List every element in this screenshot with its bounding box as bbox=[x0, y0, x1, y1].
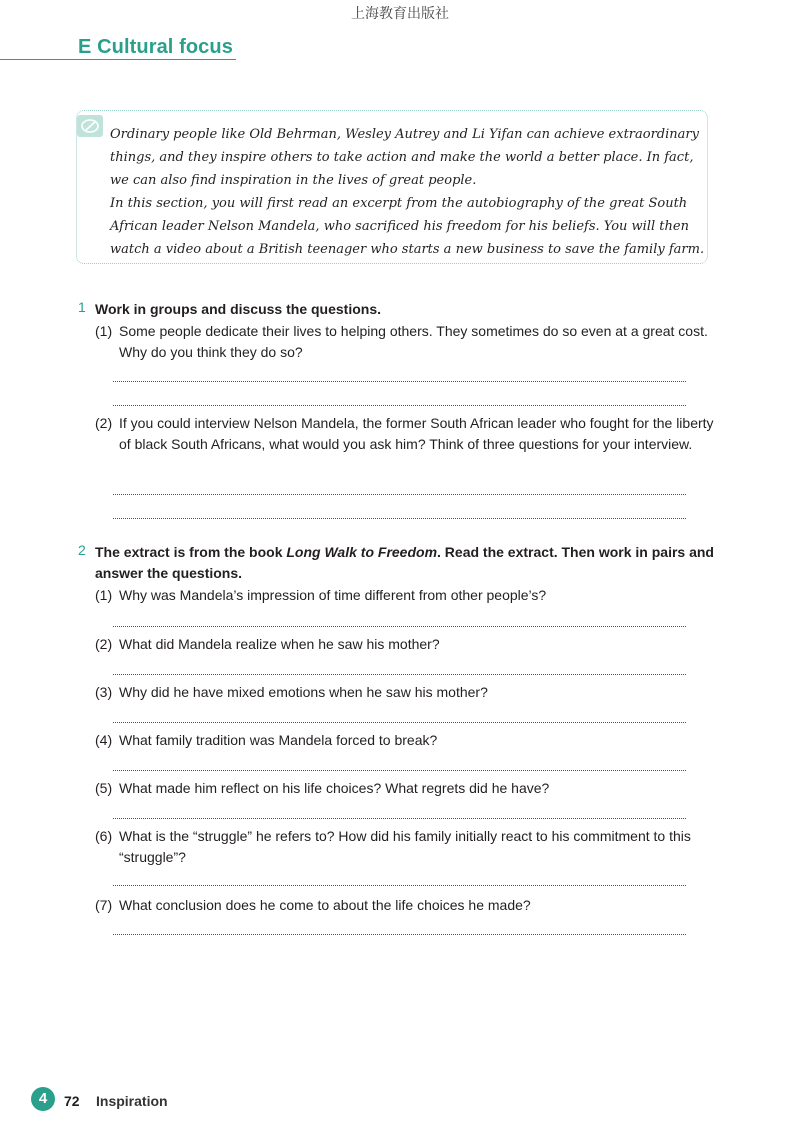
sub-question-number: (7) bbox=[95, 897, 113, 913]
sub-question-number: (2) bbox=[95, 636, 113, 652]
page-number: 72 bbox=[64, 1093, 80, 1109]
pencil-note-icon bbox=[77, 115, 103, 137]
title-underline bbox=[0, 59, 236, 60]
heading-text: . Read the extract. Then work in pairs and answer the questions. bbox=[95, 544, 714, 581]
sub-question-number: (5) bbox=[95, 780, 113, 796]
book-title: Long Walk to Freedom bbox=[286, 544, 438, 560]
publisher-header: 上海教育出版社 bbox=[351, 6, 449, 22]
answer-line[interactable] bbox=[113, 770, 686, 771]
sub-question-text: Why did he have mixed emotions when he saw his mother? bbox=[119, 684, 488, 700]
heading-text: The extract is from the book bbox=[95, 544, 287, 560]
sub-question-text: What made him reflect on his life choices? What regrets did he have? bbox=[119, 780, 550, 796]
answer-line[interactable] bbox=[113, 722, 686, 723]
question-heading: Work in groups and discuss the questions. bbox=[95, 301, 382, 317]
sub-question bbox=[95, 413, 715, 455]
sub-question-text: Why was Mandela’s impression of time different from other people’s? bbox=[119, 587, 547, 603]
sub-question bbox=[95, 634, 715, 655]
answer-line[interactable] bbox=[113, 674, 686, 675]
sub-question-number: (1) bbox=[95, 587, 113, 603]
answer-line[interactable] bbox=[113, 626, 686, 627]
intro-paragraph: Ordinary people like Old Behrman, Wesley Autrey and Li Yifan can achieve extraordinary things, and they inspire others to take action and make the world a better place. In fact, we can also find inspiration in the lives of great people. bbox=[110, 127, 699, 188]
answer-line[interactable] bbox=[113, 818, 686, 819]
question-heading bbox=[95, 542, 715, 584]
sub-question bbox=[95, 895, 715, 916]
sub-question bbox=[95, 321, 715, 363]
sub-question-text: What is the “struggle” he refers to? How did his family initially react to his commitment to this “struggle”? bbox=[119, 828, 691, 865]
sub-question bbox=[95, 730, 715, 751]
question-number: 2 bbox=[78, 542, 86, 558]
unit-badge: 4 bbox=[31, 1087, 55, 1111]
sub-question bbox=[95, 682, 715, 703]
sub-question-number: (6) bbox=[95, 828, 113, 844]
sub-question-number: (1) bbox=[95, 323, 113, 339]
intro-paragraph: In this section, you will first read an excerpt from the autobiography of the great South African leader Nelson Mandela, who sacrificed his freedom for his beliefs. You will then watch a video about a British teenager who starts a new business to save the family farm. bbox=[110, 196, 705, 257]
sub-question-number: (4) bbox=[95, 732, 113, 748]
answer-line[interactable] bbox=[113, 381, 686, 382]
sub-question bbox=[95, 585, 715, 606]
answer-line[interactable] bbox=[113, 518, 686, 519]
answer-line[interactable] bbox=[113, 934, 686, 935]
sub-question-text: What family tradition was Mandela forced to break? bbox=[119, 732, 438, 748]
sub-question bbox=[95, 778, 715, 799]
sub-question bbox=[95, 826, 715, 868]
sub-question-text: What conclusion does he come to about the life choices he made? bbox=[119, 897, 531, 913]
unit-title: Inspiration bbox=[96, 1093, 168, 1109]
sub-question-text: What did Mandela realize when he saw his mother? bbox=[119, 636, 440, 652]
sub-question-number: (2) bbox=[95, 415, 113, 431]
answer-line[interactable] bbox=[113, 405, 686, 406]
answer-line[interactable] bbox=[113, 494, 686, 495]
section-title: E Cultural focus bbox=[78, 36, 233, 58]
sub-question-text: If you could interview Nelson Mandela, the former South African leader who fought for the liberty of black South Africans, what would you ask him? Think of three questions for your interview. bbox=[119, 415, 714, 452]
sub-question-number: (3) bbox=[95, 684, 113, 700]
question-number: 1 bbox=[78, 299, 86, 315]
answer-line[interactable] bbox=[113, 885, 686, 886]
sub-question-text: Some people dedicate their lives to helping others. They sometimes do so even at a great cost. Why do you think they do so? bbox=[119, 323, 708, 360]
intro-box bbox=[76, 110, 708, 264]
intro-text bbox=[110, 123, 705, 261]
